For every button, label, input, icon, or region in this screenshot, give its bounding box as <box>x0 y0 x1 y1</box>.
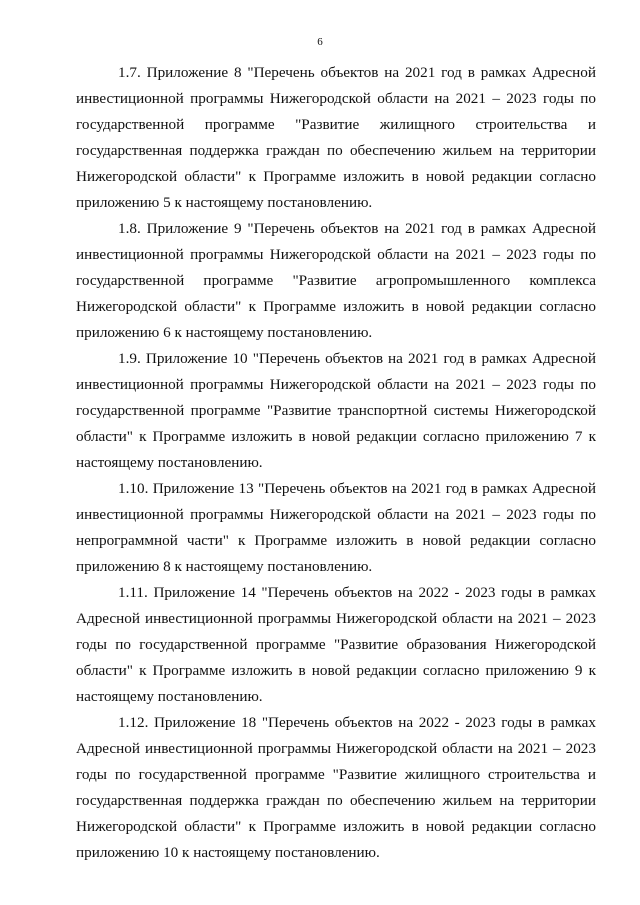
paragraph-1-11: 1.11. Приложение 14 "Перечень объектов на 2022 - 2023 годы в рамках Адресной инвестиционной программы Нижегородской области на 2021 – 2023 годы по государственной программе "Развитие образования Нижегородской области" к Программе изложить в новой редакции согласно приложению 9 к настоящему постановлению. <box>76 584 596 705</box>
paragraph-1-8: 1.8. Приложение 9 "Перечень объектов на 2021 год в рамках Адресной инвестиционной программы Нижегородской области на 2021 – 2023 годы по государственной программе "Развитие агропромышленного комплекса Нижегородской области" к Программе изложить в новой редакции согласно приложению 6 к настоящему постановлению. <box>76 220 596 341</box>
paragraph-1-10: 1.10. Приложение 13 "Перечень объектов на 2021 год в рамках Адресной инвестиционной программы Нижегородской области на 2021 – 2023 годы по непрограммной части" к Программе изложить в новой редакции согласно приложению 8 к настоящему постановлению. <box>76 480 596 575</box>
paragraph-1-9: 1.9. Приложение 10 "Перечень объектов на 2021 год в рамках Адресной инвестиционной программы Нижегородской области на 2021 – 2023 годы по государственной программе "Развитие транспортной системы Нижегородской области" к Программе изложить в новой редакции согласно приложению 7 к настоящему постановлению. <box>76 350 596 471</box>
document-body <box>76 60 596 866</box>
paragraph-1-7: 1.7. Приложение 8 "Перечень объектов на 2021 год в рамках Адресной инвестиционной программы Нижегородской области на 2021 – 2023 годы по государственной программе "Развитие жилищного строительства и государственная поддержка граждан по обеспечению жильем на территории Нижегородской области" к Программе изложить в новой редакции согласно приложению 5 к настоящему постановлению. <box>76 64 596 211</box>
page-number: 6 <box>317 36 323 48</box>
paragraph-1-12: 1.12. Приложение 18 "Перечень объектов на 2022 - 2023 годы в рамках Адресной инвестиционной программы Нижегородской области на 2021 – 2023 годы по государственной программе "Развитие жилищного строительства и государственная поддержка граждан по обеспечению жильем на территории Нижегородской области" к Программе изложить в новой редакции согласно приложению 10 к настоящему постановлению. <box>76 714 596 861</box>
